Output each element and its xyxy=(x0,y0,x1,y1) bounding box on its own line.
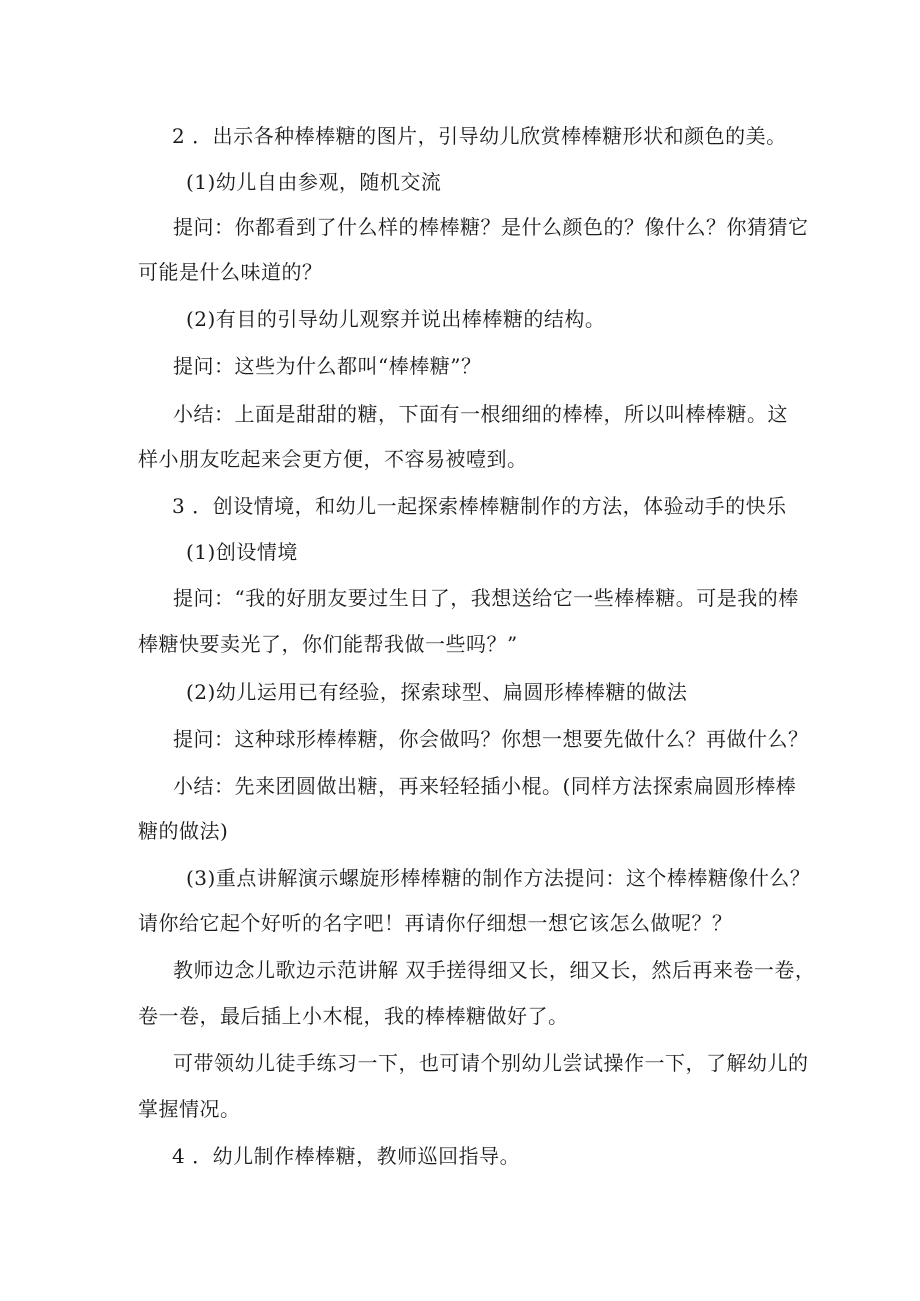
paragraph-line: (2)幼儿运用已有经验，探索球型、扁圆形棒棒糖的做法 xyxy=(186,680,688,704)
paragraph-line: 样小朋友吃起来会更方便，不容易被噎到。 xyxy=(138,447,528,471)
paragraph-line: 可能是什么味道的？ xyxy=(138,260,323,284)
paragraph-line: 提问：“我的好朋友要过生日了，我想送给它一些棒棒糖。可是我的棒 xyxy=(173,586,799,610)
paragraph-line: (1)幼儿自由参观，随机交流 xyxy=(186,170,442,194)
paragraph-line: (1)创设情境 xyxy=(186,540,298,564)
paragraph-line: 卷一卷，最后插上小木棍，我的棒棒糖做好了。 xyxy=(138,1004,569,1028)
paragraph-line: 提问：这些为什么都叫“棒棒糖”？ xyxy=(173,354,482,378)
paragraph-line: 4 ．幼儿制作棒棒糖，教师巡回指导。 xyxy=(172,1144,521,1168)
paragraph-line: 教师边念儿歌边示范讲解 双手搓得细又长，细又长，然后再来卷一卷， xyxy=(173,958,816,982)
paragraph-line: 可带领幼儿徒手练习一下，也可请个别幼儿尝试操作一下，了解幼儿的 xyxy=(173,1051,809,1075)
paragraph-line: 3 ．创设情境，和幼儿一起探索棒棒糖制作的方法，体验动手的快乐 xyxy=(172,494,787,518)
paragraph-line: (3)重点讲解演示螺旋形棒棒糖的制作方法提问：这个棒棒糖像什么？ xyxy=(186,866,811,890)
paragraph-line: 掌握情况。 xyxy=(138,1097,241,1121)
paragraph-line: 小结：上面是甜甜的糖，下面有一根细细的棒棒，所以叫棒棒糖。这 xyxy=(173,402,788,426)
paragraph-line: 糖的做法) xyxy=(138,819,229,843)
paragraph-line: 提问：你都看到了什么样的棒棒糖？是什么颜色的？像什么？你猜猜它 xyxy=(173,215,809,239)
paragraph-line: 请你给它起个好听的名字吧！再请你仔细想一想它该怎么做呢？？ xyxy=(138,911,733,935)
paragraph-line: 小结：先来团圆做出糖，再来轻轻插小棍。(同样方法探索扁圆形棒棒 xyxy=(173,774,797,798)
paragraph-line: 棒糖快要卖光了，你们能帮我做一些吗？” xyxy=(138,632,518,656)
paragraph-line: 2 ．出示各种棒棒糖的图片，引导幼儿欣赏棒棒糖形状和颜色的美。 xyxy=(172,124,787,148)
paragraph-line: (2)有目的引导幼儿观察并说出棒棒糖的结构。 xyxy=(186,307,606,331)
paragraph-line: 提问：这种球形棒棒糖，你会做吗？你想一想要先做什么？再做什么？ xyxy=(173,727,809,751)
